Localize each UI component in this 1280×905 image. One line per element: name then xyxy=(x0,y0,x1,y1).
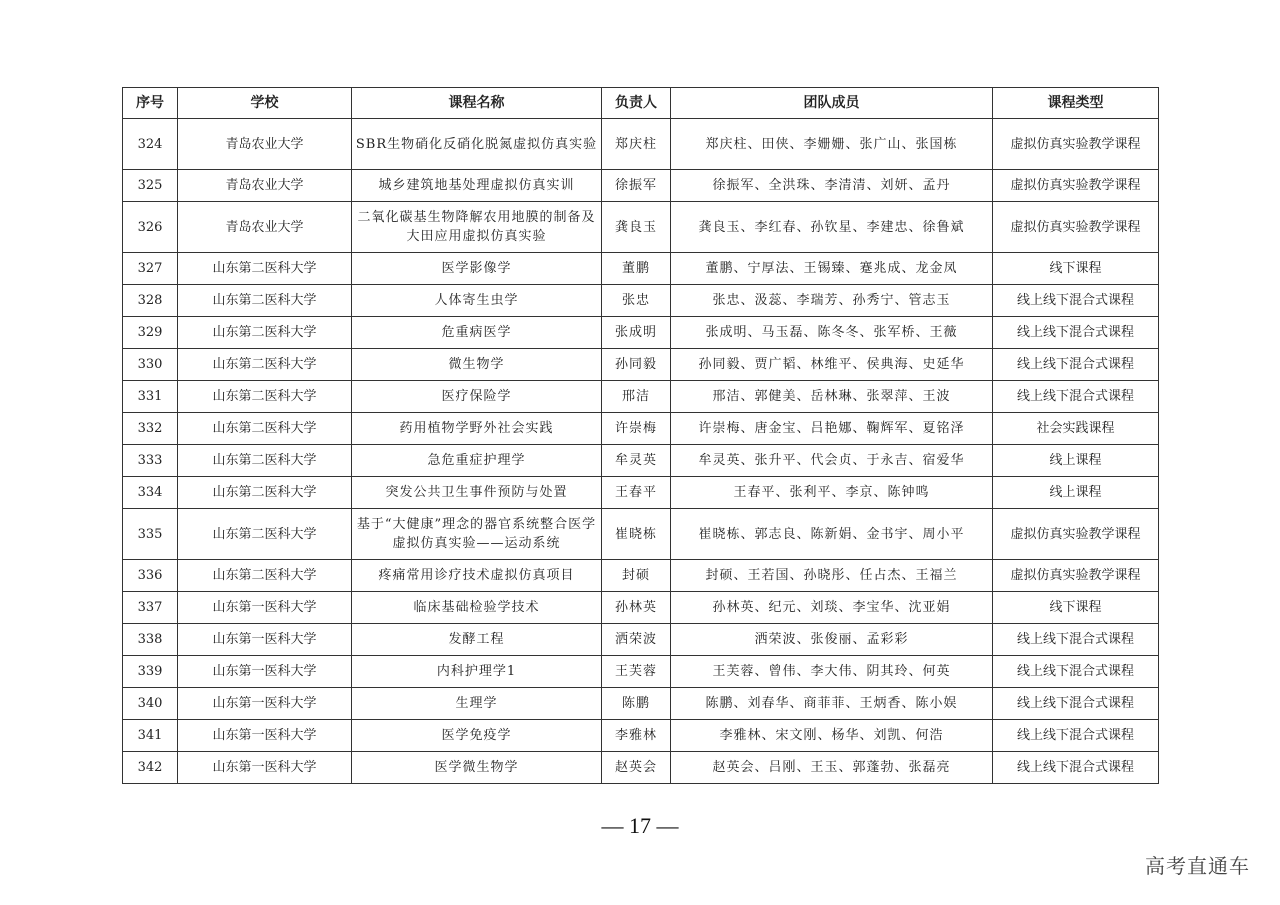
cell-school: 山东第一医科大学 xyxy=(178,592,352,624)
cell-school: 山东第一医科大学 xyxy=(178,720,352,752)
cell-leader: 许崇梅 xyxy=(602,413,671,445)
cell-leader: 徐振军 xyxy=(602,170,671,202)
table-body xyxy=(123,119,1159,784)
cell-course-name: 城乡建筑地基处理虚拟仿真实训 xyxy=(352,170,602,202)
cell-serial: 333 xyxy=(123,445,178,477)
table-row xyxy=(123,688,1159,720)
cell-leader: 王芙蓉 xyxy=(602,656,671,688)
table-row xyxy=(123,592,1159,624)
cell-course-name: 医学影像学 xyxy=(352,253,602,285)
cell-serial: 330 xyxy=(123,349,178,381)
cell-team-members: 封硕、王若国、孙晓彤、任占杰、王福兰 xyxy=(671,560,993,592)
cell-serial: 329 xyxy=(123,317,178,349)
cell-course-name: 医疗保险学 xyxy=(352,381,602,413)
table-row xyxy=(123,560,1159,592)
cell-course-type: 线上线下混合式课程 xyxy=(993,656,1159,688)
cell-school: 青岛农业大学 xyxy=(178,170,352,202)
header-course-type: 课程类型 xyxy=(993,88,1159,119)
cell-leader: 王春平 xyxy=(602,477,671,509)
cell-course-type: 线上线下混合式课程 xyxy=(993,349,1159,381)
cell-course-name: 急危重症护理学 xyxy=(352,445,602,477)
table-row xyxy=(123,349,1159,381)
cell-serial: 327 xyxy=(123,253,178,285)
table-row xyxy=(123,477,1159,509)
cell-course-type: 线上线下混合式课程 xyxy=(993,317,1159,349)
table-row xyxy=(123,509,1159,560)
cell-leader: 张成明 xyxy=(602,317,671,349)
table-row xyxy=(123,752,1159,784)
cell-serial: 331 xyxy=(123,381,178,413)
cell-course-type: 线上线下混合式课程 xyxy=(993,720,1159,752)
cell-leader: 陈鹏 xyxy=(602,688,671,720)
cell-team-members: 王芙蓉、曾伟、李大伟、阴其玲、何英 xyxy=(671,656,993,688)
cell-course-name: 生理学 xyxy=(352,688,602,720)
table-row xyxy=(123,381,1159,413)
cell-leader: 董鹏 xyxy=(602,253,671,285)
cell-team-members: 李雅林、宋文刚、杨华、刘凯、何浩 xyxy=(671,720,993,752)
cell-team-members: 崔晓栋、郭志良、陈新娟、金书宇、周小平 xyxy=(671,509,993,560)
cell-leader: 郑庆柱 xyxy=(602,119,671,170)
cell-team-members: 郑庆柱、田侠、李姗姗、张广山、张国栋 xyxy=(671,119,993,170)
cell-school: 青岛农业大学 xyxy=(178,119,352,170)
cell-school: 山东第二医科大学 xyxy=(178,560,352,592)
cell-team-members: 龚良玉、李红春、孙钦星、李建忠、徐鲁斌 xyxy=(671,202,993,253)
cell-course-name: 危重病医学 xyxy=(352,317,602,349)
cell-school: 山东第二医科大学 xyxy=(178,477,352,509)
cell-course-type: 虚拟仿真实验教学课程 xyxy=(993,509,1159,560)
table-header-row xyxy=(123,88,1159,119)
header-team-members: 团队成员 xyxy=(671,88,993,119)
cell-team-members: 张成明、马玉磊、陈冬冬、张军桥、王薇 xyxy=(671,317,993,349)
cell-course-name: 基于“大健康”理念的器官系统整合医学虚拟仿真实验——运动系统 xyxy=(352,509,602,560)
cell-school: 山东第二医科大学 xyxy=(178,413,352,445)
cell-serial: 341 xyxy=(123,720,178,752)
cell-team-members: 王春平、张利平、李京、陈钟鸣 xyxy=(671,477,993,509)
cell-serial: 342 xyxy=(123,752,178,784)
cell-course-type: 线上课程 xyxy=(993,445,1159,477)
cell-serial: 324 xyxy=(123,119,178,170)
table-row xyxy=(123,445,1159,477)
cell-course-type: 线上线下混合式课程 xyxy=(993,381,1159,413)
cell-course-type: 虚拟仿真实验教学课程 xyxy=(993,560,1159,592)
cell-leader: 孙同毅 xyxy=(602,349,671,381)
cell-school: 山东第一医科大学 xyxy=(178,688,352,720)
cell-course-name: SBR生物硝化反硝化脱氮虚拟仿真实验 xyxy=(352,119,602,170)
cell-serial: 332 xyxy=(123,413,178,445)
cell-leader: 邢洁 xyxy=(602,381,671,413)
cell-leader: 赵英会 xyxy=(602,752,671,784)
cell-course-name: 内科护理学1 xyxy=(352,656,602,688)
header-leader: 负责人 xyxy=(602,88,671,119)
cell-school: 山东第一医科大学 xyxy=(178,624,352,656)
cell-serial: 334 xyxy=(123,477,178,509)
header-course-name: 课程名称 xyxy=(352,88,602,119)
table-row xyxy=(123,119,1159,170)
cell-team-members: 牟灵英、张升平、代会贞、于永吉、宿爱华 xyxy=(671,445,993,477)
cell-team-members: 孙林英、纪元、刘琰、李宝华、沈亚娟 xyxy=(671,592,993,624)
cell-serial: 338 xyxy=(123,624,178,656)
cell-course-name: 微生物学 xyxy=(352,349,602,381)
cell-school: 青岛农业大学 xyxy=(178,202,352,253)
cell-school: 山东第二医科大学 xyxy=(178,349,352,381)
cell-team-members: 许崇梅、唐金宝、吕艳娜、鞠辉军、夏铭泽 xyxy=(671,413,993,445)
cell-serial: 340 xyxy=(123,688,178,720)
cell-team-members: 赵英会、吕刚、王玉、郭蓬勃、张磊亮 xyxy=(671,752,993,784)
cell-course-type: 线上课程 xyxy=(993,477,1159,509)
cell-team-members: 洒荣波、张俊丽、孟彩彩 xyxy=(671,624,993,656)
cell-team-members: 陈鹏、刘春华、商菲菲、王炳香、陈小娱 xyxy=(671,688,993,720)
page-number: — 17 — xyxy=(601,813,679,838)
cell-course-name: 人体寄生虫学 xyxy=(352,285,602,317)
cell-serial: 328 xyxy=(123,285,178,317)
table-row xyxy=(123,413,1159,445)
cell-course-name: 发酵工程 xyxy=(352,624,602,656)
cell-leader: 封硕 xyxy=(602,560,671,592)
table-row xyxy=(123,656,1159,688)
cell-team-members: 张忠、汲蕊、李瑞芳、孙秀宁、管志玉 xyxy=(671,285,993,317)
cell-school: 山东第二医科大学 xyxy=(178,285,352,317)
cell-course-type: 线上线下混合式课程 xyxy=(993,624,1159,656)
header-serial: 序号 xyxy=(123,88,178,119)
cell-course-name: 医学免疫学 xyxy=(352,720,602,752)
cell-leader: 李雅林 xyxy=(602,720,671,752)
cell-serial: 337 xyxy=(123,592,178,624)
cell-course-type: 线上线下混合式课程 xyxy=(993,752,1159,784)
cell-school: 山东第一医科大学 xyxy=(178,656,352,688)
cell-course-type: 线上线下混合式课程 xyxy=(993,688,1159,720)
cell-leader: 崔晓栋 xyxy=(602,509,671,560)
course-table xyxy=(122,87,1159,784)
cell-school: 山东第一医科大学 xyxy=(178,752,352,784)
cell-course-name: 医学微生物学 xyxy=(352,752,602,784)
cell-school: 山东第二医科大学 xyxy=(178,509,352,560)
cell-course-type: 虚拟仿真实验教学课程 xyxy=(993,202,1159,253)
table-row xyxy=(123,202,1159,253)
cell-course-type: 线上线下混合式课程 xyxy=(993,285,1159,317)
cell-course-name: 药用植物学野外社会实践 xyxy=(352,413,602,445)
cell-serial: 325 xyxy=(123,170,178,202)
cell-course-type: 线下课程 xyxy=(993,253,1159,285)
cell-leader: 孙林英 xyxy=(602,592,671,624)
cell-team-members: 董鹏、宁厚法、王锡臻、蹇兆成、龙金凤 xyxy=(671,253,993,285)
table-row xyxy=(123,317,1159,349)
cell-leader: 洒荣波 xyxy=(602,624,671,656)
cell-leader: 龚良玉 xyxy=(602,202,671,253)
cell-school: 山东第二医科大学 xyxy=(178,381,352,413)
cell-school: 山东第二医科大学 xyxy=(178,253,352,285)
table-row xyxy=(123,720,1159,752)
cell-course-type: 线下课程 xyxy=(993,592,1159,624)
cell-course-name: 临床基础检验学技术 xyxy=(352,592,602,624)
cell-team-members: 孙同毅、贾广韬、林维平、侯典海、史延华 xyxy=(671,349,993,381)
cell-course-type: 虚拟仿真实验教学课程 xyxy=(993,170,1159,202)
cell-leader: 张忠 xyxy=(602,285,671,317)
cell-course-name: 二氧化碳基生物降解农用地膜的制备及大田应用虚拟仿真实验 xyxy=(352,202,602,253)
cell-team-members: 邢洁、郭健美、岳林琳、张翠萍、王波 xyxy=(671,381,993,413)
table-row xyxy=(123,285,1159,317)
watermark-text: 高考直通车 xyxy=(1145,854,1250,878)
cell-leader: 牟灵英 xyxy=(602,445,671,477)
table-row xyxy=(123,170,1159,202)
cell-course-type: 虚拟仿真实验教学课程 xyxy=(993,119,1159,170)
cell-serial: 335 xyxy=(123,509,178,560)
cell-course-name: 突发公共卫生事件预防与处置 xyxy=(352,477,602,509)
cell-school: 山东第二医科大学 xyxy=(178,445,352,477)
cell-course-name: 疼痛常用诊疗技术虚拟仿真项目 xyxy=(352,560,602,592)
cell-course-type: 社会实践课程 xyxy=(993,413,1159,445)
cell-serial: 339 xyxy=(123,656,178,688)
header-school: 学校 xyxy=(178,88,352,119)
table-row xyxy=(123,624,1159,656)
cell-serial: 326 xyxy=(123,202,178,253)
cell-serial: 336 xyxy=(123,560,178,592)
cell-school: 山东第二医科大学 xyxy=(178,317,352,349)
cell-team-members: 徐振军、全洪珠、李清清、刘妍、孟丹 xyxy=(671,170,993,202)
table-row xyxy=(123,253,1159,285)
